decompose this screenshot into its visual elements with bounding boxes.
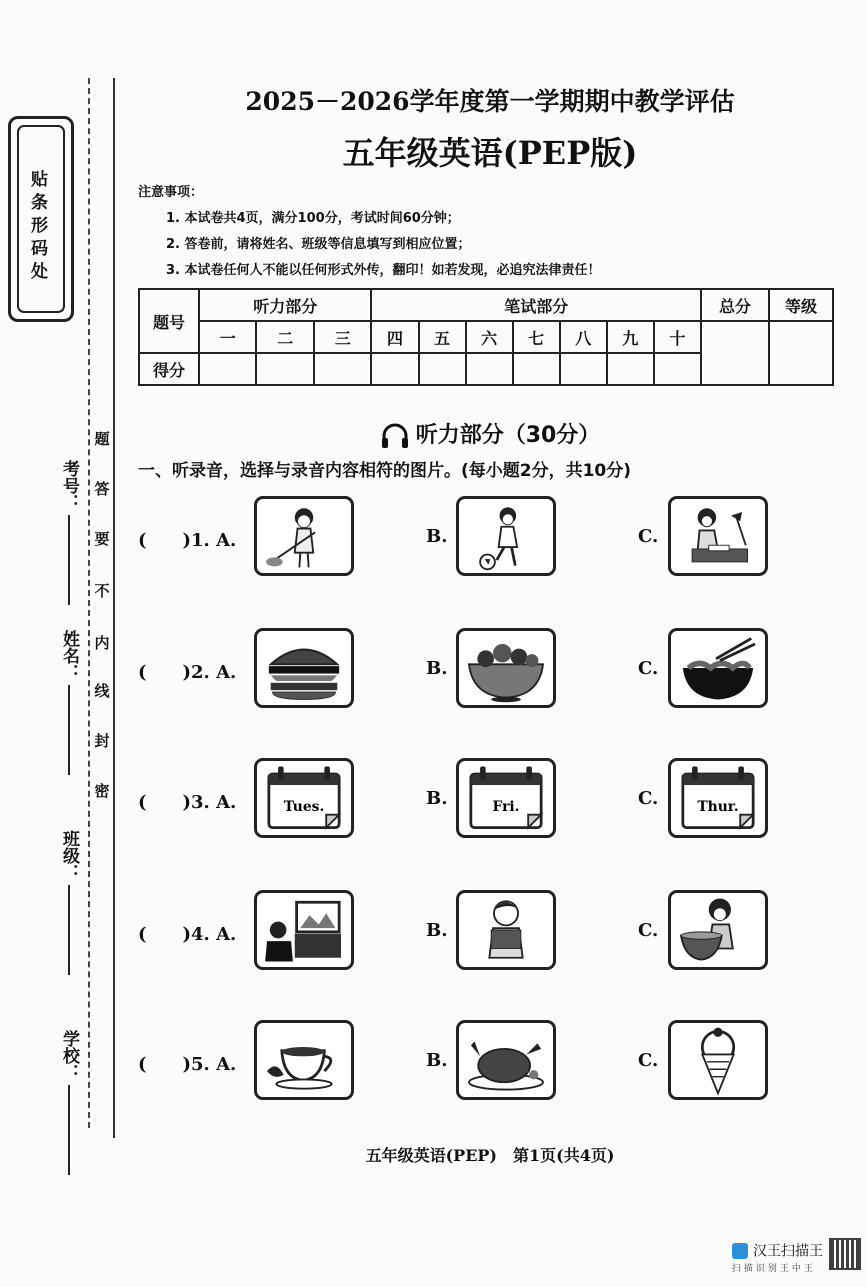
notes-heading: 注意事项：: [138, 185, 204, 200]
field-school: 学校：: [52, 1030, 82, 1175]
question-row: [138, 1020, 838, 1104]
option-picture[interactable]: [456, 1020, 556, 1100]
option-label-b: B.: [426, 920, 448, 941]
option-label-b: B.: [426, 1050, 448, 1071]
num-cell: 九: [607, 321, 654, 353]
girl-washing-icon: [671, 893, 765, 967]
question-row: [138, 758, 838, 842]
scanner-logo-icon: [732, 1243, 748, 1259]
seal-word: 答: [94, 480, 110, 498]
calendar-icon: [257, 761, 351, 835]
score-cell[interactable]: [560, 353, 607, 385]
field-exam-number: 考号：: [52, 460, 82, 605]
qr-code-icon: [829, 1238, 861, 1270]
option-label-b: B.: [426, 788, 448, 809]
field-class: 班级：: [52, 830, 82, 975]
watching-tv-icon: [257, 893, 351, 967]
num-cell: 五: [419, 321, 466, 353]
option-picture[interactable]: [254, 628, 354, 708]
hamburger-icon: [257, 631, 351, 705]
exam-title: 2025－2026学年度第一学期期中教学评估: [245, 87, 735, 116]
row-header: 题号: [139, 289, 199, 353]
noodles-icon: [671, 631, 765, 705]
listening-header: 听力部分: [199, 289, 371, 321]
grade-cell[interactable]: [769, 321, 833, 385]
num-cell: 八: [560, 321, 607, 353]
ice-cream-icon: [671, 1023, 765, 1097]
option-picture[interactable]: [456, 628, 556, 708]
calendar-day-label: Thur.: [697, 798, 739, 815]
option-picture[interactable]: [668, 496, 768, 576]
roast-chicken-icon: [459, 1023, 553, 1097]
num-cell: 二: [256, 321, 313, 353]
option-picture[interactable]: [456, 890, 556, 970]
option-picture[interactable]: [254, 758, 354, 838]
total-header: 总分: [701, 289, 769, 321]
written-header: 笔试部分: [371, 289, 701, 321]
option-picture[interactable]: [668, 758, 768, 838]
question-number[interactable]: ( )2. A.: [138, 662, 237, 683]
salad-bowl-icon: [459, 631, 553, 705]
score-cell[interactable]: [314, 353, 372, 385]
score-cell[interactable]: [654, 353, 701, 385]
girl-writing-icon: [671, 499, 765, 573]
option-picture[interactable]: [456, 758, 556, 838]
num-cell: 一: [199, 321, 256, 353]
cut-line: [88, 78, 90, 1128]
barcode-label: 贴条形码处: [27, 170, 47, 285]
score-cell[interactable]: [513, 353, 560, 385]
seal-word: 封: [94, 732, 110, 750]
seal-word: 密: [94, 782, 110, 800]
option-picture[interactable]: [456, 496, 556, 576]
question-number[interactable]: ( )4. A.: [138, 924, 237, 945]
question-row: [138, 628, 838, 712]
girl-sweeping-icon: [257, 499, 351, 573]
girl-soccer-icon: [459, 499, 553, 573]
page-footer: 五年级英语(PEP) 第1页(共4页): [365, 1146, 615, 1165]
option-label-c: C.: [638, 658, 659, 679]
notes-item: 3. 本试卷任何人不能以任何形式外传，翻印！如若发现，必追究法律责任！: [166, 263, 601, 278]
boy-reading-icon: [459, 893, 553, 967]
notes: [138, 180, 601, 284]
question-row: [138, 890, 838, 974]
field-name: 姓名：: [52, 630, 82, 775]
watermark: 汉王扫描王 扫描识别王中王: [731, 1243, 823, 1274]
option-label-b: B.: [426, 658, 448, 679]
calendar-icon: [671, 761, 765, 835]
question-number[interactable]: ( )1. A.: [138, 530, 237, 551]
option-picture[interactable]: [668, 628, 768, 708]
num-cell: 七: [513, 321, 560, 353]
option-label-c: C.: [638, 788, 659, 809]
calendar-icon: [459, 761, 553, 835]
grade-header: 等级: [769, 289, 833, 321]
margin-line: [113, 78, 115, 1138]
score-table: [138, 288, 834, 386]
score-label: 得分: [139, 353, 199, 385]
option-label-c: C.: [638, 1050, 659, 1071]
score-cell[interactable]: [256, 353, 313, 385]
option-picture[interactable]: [668, 1020, 768, 1100]
num-cell: 四: [371, 321, 418, 353]
calendar-day-label: Fri.: [492, 798, 520, 815]
num-cell: 三: [314, 321, 372, 353]
notes-item: 2. 答卷前，请将姓名、班级等信息填写到相应位置；: [166, 237, 471, 252]
num-cell: 十: [654, 321, 701, 353]
score-cell[interactable]: [199, 353, 256, 385]
seal-word: 线: [94, 682, 110, 700]
score-cell[interactable]: [607, 353, 654, 385]
score-cell[interactable]: [371, 353, 418, 385]
question-number[interactable]: ( )3. A.: [138, 792, 237, 813]
tea-cup-icon: [257, 1023, 351, 1097]
seal-word: 内: [94, 634, 110, 652]
seal-word: 不: [94, 582, 110, 600]
instruction: 一、听录音，选择与录音内容相符的图片。(每小题2分，共10分): [138, 461, 632, 481]
question-number[interactable]: ( )5. A.: [138, 1054, 237, 1075]
seal-word: 题: [94, 430, 110, 448]
notes-item: 1. 本试卷共4页，满分100分，考试时间60分钟；: [166, 211, 460, 226]
option-picture[interactable]: [254, 496, 354, 576]
headphones-icon: [380, 423, 410, 449]
num-cell: 六: [466, 321, 513, 353]
option-picture[interactable]: [254, 1020, 354, 1100]
total-cell[interactable]: [701, 321, 769, 385]
calendar-day-label: Tues.: [283, 798, 325, 815]
option-label-c: C.: [638, 920, 659, 941]
score-cell[interactable]: [419, 353, 466, 385]
option-label-c: C.: [638, 526, 659, 547]
option-label-b: B.: [426, 526, 448, 547]
question-row: [138, 496, 838, 580]
section-title: 听力部分（30分）: [120, 418, 860, 449]
score-cell[interactable]: [466, 353, 513, 385]
seal-word: 要: [94, 530, 110, 548]
option-picture[interactable]: [668, 890, 768, 970]
exam-subtitle: 五年级英语(PEP版): [342, 134, 638, 172]
option-picture[interactable]: [254, 890, 354, 970]
